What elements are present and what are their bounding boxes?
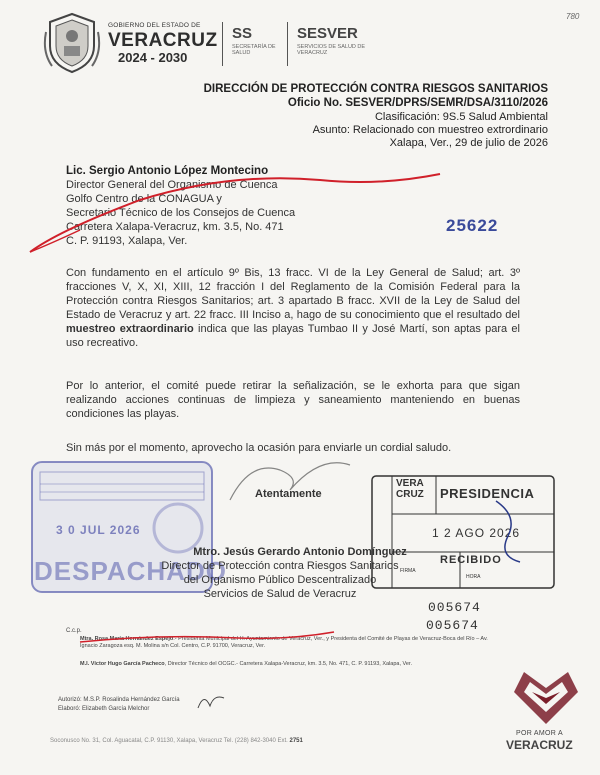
recipient-name: Lic. Sergio Antonio López Montecino bbox=[66, 165, 269, 177]
clasificacion: Clasificación: 9S.5 Salud Ambiental bbox=[374, 111, 548, 123]
handwritten-mark-icon bbox=[20, 160, 450, 270]
body-paragraph-1 bbox=[66, 266, 520, 350]
folio-number: 005674 bbox=[426, 618, 479, 633]
veracruz-heart-logo-icon bbox=[510, 662, 582, 728]
body-bold-text: muestreo extraordinario bbox=[66, 323, 194, 335]
ccp-name: Mtra. Rosa María Hernández Espejo bbox=[80, 636, 174, 642]
state-coat-of-arms-icon bbox=[42, 12, 102, 74]
recipient-line: Secretario Técnico de los Consejos de Cuenca bbox=[66, 207, 296, 219]
presidencia-brand: VERA CRUZ bbox=[396, 478, 424, 500]
ccp-text: , Director Técnico del OCGC.- Carretera Xalapa-Veracruz, km. 3.5, No. 471, C. P. 91193, Xalapa, Ver. bbox=[164, 661, 412, 667]
header-divider bbox=[222, 22, 223, 66]
footer-logo-line1: POR AMOR A bbox=[516, 730, 563, 737]
signature-scribble-icon bbox=[220, 450, 360, 510]
recibido-label: RECIBIDO bbox=[440, 554, 502, 566]
oficio-number: Oficio No. SESVER/DPRS/SEMR/DSA/3110/2026 bbox=[287, 97, 548, 109]
red-underline-icon bbox=[78, 630, 338, 650]
direction-title: DIRECCIÓN DE PROTECCIÓN CONTRA RIESGOS SANITARIOS bbox=[203, 83, 548, 95]
signer-name: Mtro. Jesús Gerardo Antonio Domínguez bbox=[193, 546, 407, 558]
folio-mark: 780 bbox=[566, 12, 580, 21]
recipient-line: Carretera Xalapa-Veracruz, km. 3.5, No. 471 bbox=[66, 221, 284, 233]
firma-label: FIRMA bbox=[400, 568, 416, 574]
body-paragraph-3: Sin más por el momento, aprovecho la ocasión para enviarle un cordial saludo. bbox=[66, 442, 452, 454]
handwritten-number: 25622 bbox=[446, 216, 499, 235]
footer-logo-line2: VERACRUZ bbox=[506, 738, 573, 752]
prepared-by: Elaboró: Elizabeth García Melchor bbox=[58, 706, 150, 712]
sesver-subtitle: SERVICIOS DE SALUD DE VERACRUZ bbox=[297, 44, 366, 56]
signer-line: Servicios de Salud de Veracruz bbox=[203, 588, 357, 600]
folio-number: 005674 bbox=[428, 600, 481, 615]
sesver-logo: SESVER bbox=[297, 25, 358, 42]
body-text: Con fundamento en el artículo 9º Bis, 13 fracc. VI de la Ley General de Salud; art. 3º fracciones V, X, XI, XIII, 12 fracción I del Reglamento de la Comisión Federal para la Protección contra Riesgos Sanitarios; art. 3 apartado B fracc. XVII de la Ley de Salud del Estado de Veracruz y art. 22 fracc. III Inciso a, hago de su conocimiento que el resultado del bbox=[66, 267, 520, 321]
ccp-text: .- Presidenta Municipal del H. Ayuntamiento de Veracruz, Ver., y Presidenta del Comité de Playas de Veracruz-Boca del Río – Av. Ignacio Zaragoza esq. M. Molina s/n Col. Centro, C.P. 91700, Veracruz, Ver. bbox=[80, 636, 488, 649]
despachado-label: DESPACHADO bbox=[34, 556, 227, 586]
place-date: Xalapa, Ver., 29 de julio de 2026 bbox=[389, 137, 548, 149]
footer-address-text: Soconusco No. 31, Col. Aguacatal, C.P. 91130, Xalapa, Veracruz Tel. (228) 842-3040 Ext. bbox=[50, 738, 288, 744]
initials-scribble-icon bbox=[196, 690, 226, 714]
closing: Atentamente bbox=[255, 488, 322, 500]
recipient-line: Golfo Centro de la CONAGUA y bbox=[66, 193, 222, 205]
despachado-date: 3 0 JUL 2026 bbox=[56, 523, 141, 537]
ss-subtitle: SECRETARÍA DE SALUD bbox=[232, 44, 276, 56]
authorized-by: Autorizó: M.S.P. Rosalinda Hernández García bbox=[58, 697, 180, 703]
signer-line: Director de Protección contra Riesgos Sanitarios bbox=[161, 560, 399, 572]
ccp-label: C.c.p. bbox=[66, 628, 82, 634]
hora-label: HORA bbox=[466, 574, 481, 580]
gov-years: 2024 - 2030 bbox=[118, 50, 188, 65]
recipient-line: Director General del Organismo de Cuenca bbox=[66, 179, 278, 191]
ccp-item-2 bbox=[80, 661, 500, 668]
asunto: Asunto: Relacionado con muestreo extrordinario bbox=[312, 124, 548, 136]
stamp-scribble-icon bbox=[488, 496, 528, 566]
recipient-line: C. P. 91193, Xalapa, Ver. bbox=[66, 235, 188, 247]
presidencia-date: 1 2 AGO 2026 bbox=[432, 526, 521, 540]
footer-address bbox=[50, 738, 303, 744]
ss-logo: SS bbox=[232, 25, 253, 42]
ccp-name: M.I. Víctor Hugo García Pacheco bbox=[80, 661, 165, 667]
body-text: indica que las playas Tumbao II y José Martí, son aptas para el uso recreativo. bbox=[66, 323, 520, 349]
presidencia-title: PRESIDENCIA bbox=[440, 486, 535, 501]
body-paragraph-2: Por lo anterior, el comité puede retirar la señalización, se le exhorta para que sigan realizando acciones continuas de limpieza y saneamiento manteniendo en buenas condiciones las playas. bbox=[66, 380, 520, 420]
header-divider bbox=[287, 22, 288, 66]
footer-ext: 2751 bbox=[289, 738, 303, 744]
signer-line: del Organismo Público Descentralizado bbox=[183, 574, 377, 586]
gov-label: GOBIERNO DEL ESTADO DE bbox=[108, 22, 201, 29]
gov-state: VERACRUZ bbox=[108, 30, 218, 51]
